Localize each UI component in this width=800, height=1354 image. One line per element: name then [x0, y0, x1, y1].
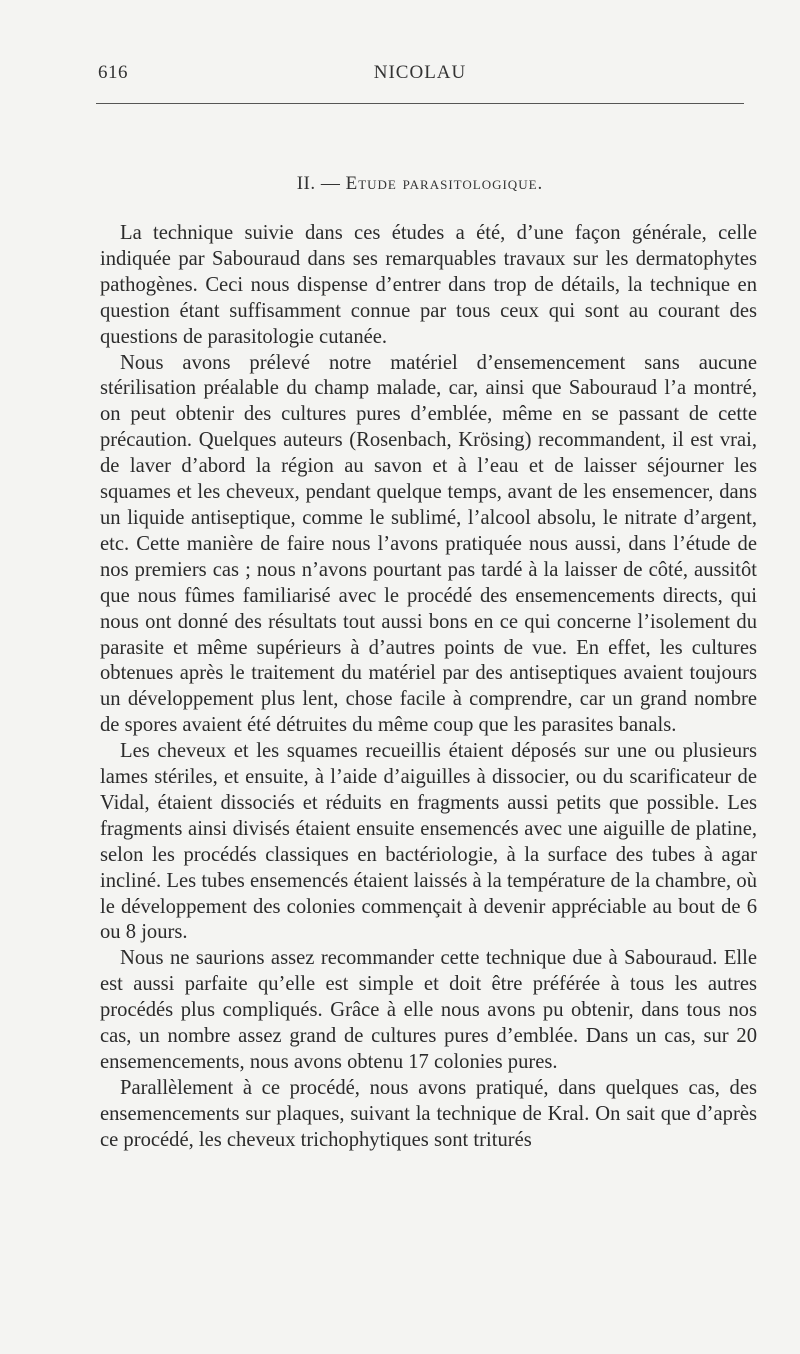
paragraph: Parallèlement à ce procédé, nous avons pratiqué, dans quelques cas, des ensemencements sur plaques, suivant la technique de Kral. On sait que d’après ce procédé, les cheveux trichophytiques sont triturés	[100, 1076, 757, 1151]
paragraph: Les cheveux et les squames recueillis étaient déposés sur une ou plusieurs lames stériles, et ensuite, à l’aide d’aiguilles à dissocier, ou du scarificateur de Vidal, étaient dissociés et réduits en fragments aussi petits que possible. Les fragments ainsi divisés étaient ensuite ensemencés avec une aiguille de platine, selon les procédés classiques en bactériologie, à la surface des tubes à agar incliné. Les tubes ensemencés étaient laissés à la température de la chambre, où le développement des colonies commençait à devenir appréciable au bout de 6 ou 8 jours.	[100, 740, 757, 944]
paragraph: Nous ne saurions assez recommander cette technique due à Sabouraud. Elle est aussi parfaite qu’elle est simple et doit être préférée à tous les autres procédés plus compliqués. Grâce à elle nous avons pu obtenir, dans tous nos cas, un nombre assez grand de cultures pures d’emblée. Dans un cas, sur 20 ensemencements, nous avons obtenu 17 colonies pures.	[100, 947, 757, 1073]
section-number: II.	[296, 173, 316, 194]
paragraph: Nous avons prélevé notre matériel d’ensemencement sans aucune stérilisation préalable du champ malade, car, ainsi que Sabouraud l’a montré, on peut obtenir des cultures pures d’emblée, même en se passant de cette précaution. Quelques auteurs (Rosenbach, Krösing) recommandent, il est vrai, de laver d’abord la région au savon et à l’eau et de laisser séjourner les squames et les cheveux, pendant quelque temps, avant de les ensemencer, dans un liquide antiseptique, comme le sublimé, l’alcool absolu, le nitrate d’argent, etc. Cette manière de faire nous l’avons pratiquée nous aussi, dans l’étude de nos premiers cas ; nous n’avons pourtant pas tardé à la laisser de côté, aussitôt que nous fûmes familiarisé avec le procédé des ensemencements directs, qui nous ont donné des résultats tout aussi bons en ce qui concerne l’isolement du parasite et même supérieurs à d’autres points de vue. En effet, les cultures obtenues après le traitement du matériel par des antiseptiques avaient toujours un développement plus lent, chose facile à comprendre, car un grand nombre de spores avaient été détruites du même coup que les parasites banals.	[100, 351, 757, 737]
running-head	[96, 62, 744, 90]
section-title: Etude parasitologique.	[345, 173, 544, 194]
running-head-author: NICOLAU	[373, 62, 467, 83]
section-heading	[96, 173, 744, 195]
paragraph: La technique suivie dans ces études a été, d’une façon générale, celle indiquée par Sabouraud dans ses remarquables travaux sur les dermatophytes pathogènes. Ceci nous dispense d’entrer dans trop de détails, la technique en question étant suffisamment connue par tous ceux qui sont au courant des questions de parasitologie cutanée.	[100, 222, 757, 348]
header-rule	[96, 103, 744, 104]
page-number: 616	[98, 62, 128, 83]
section-dash: —	[320, 173, 341, 194]
body-text	[100, 221, 757, 1154]
